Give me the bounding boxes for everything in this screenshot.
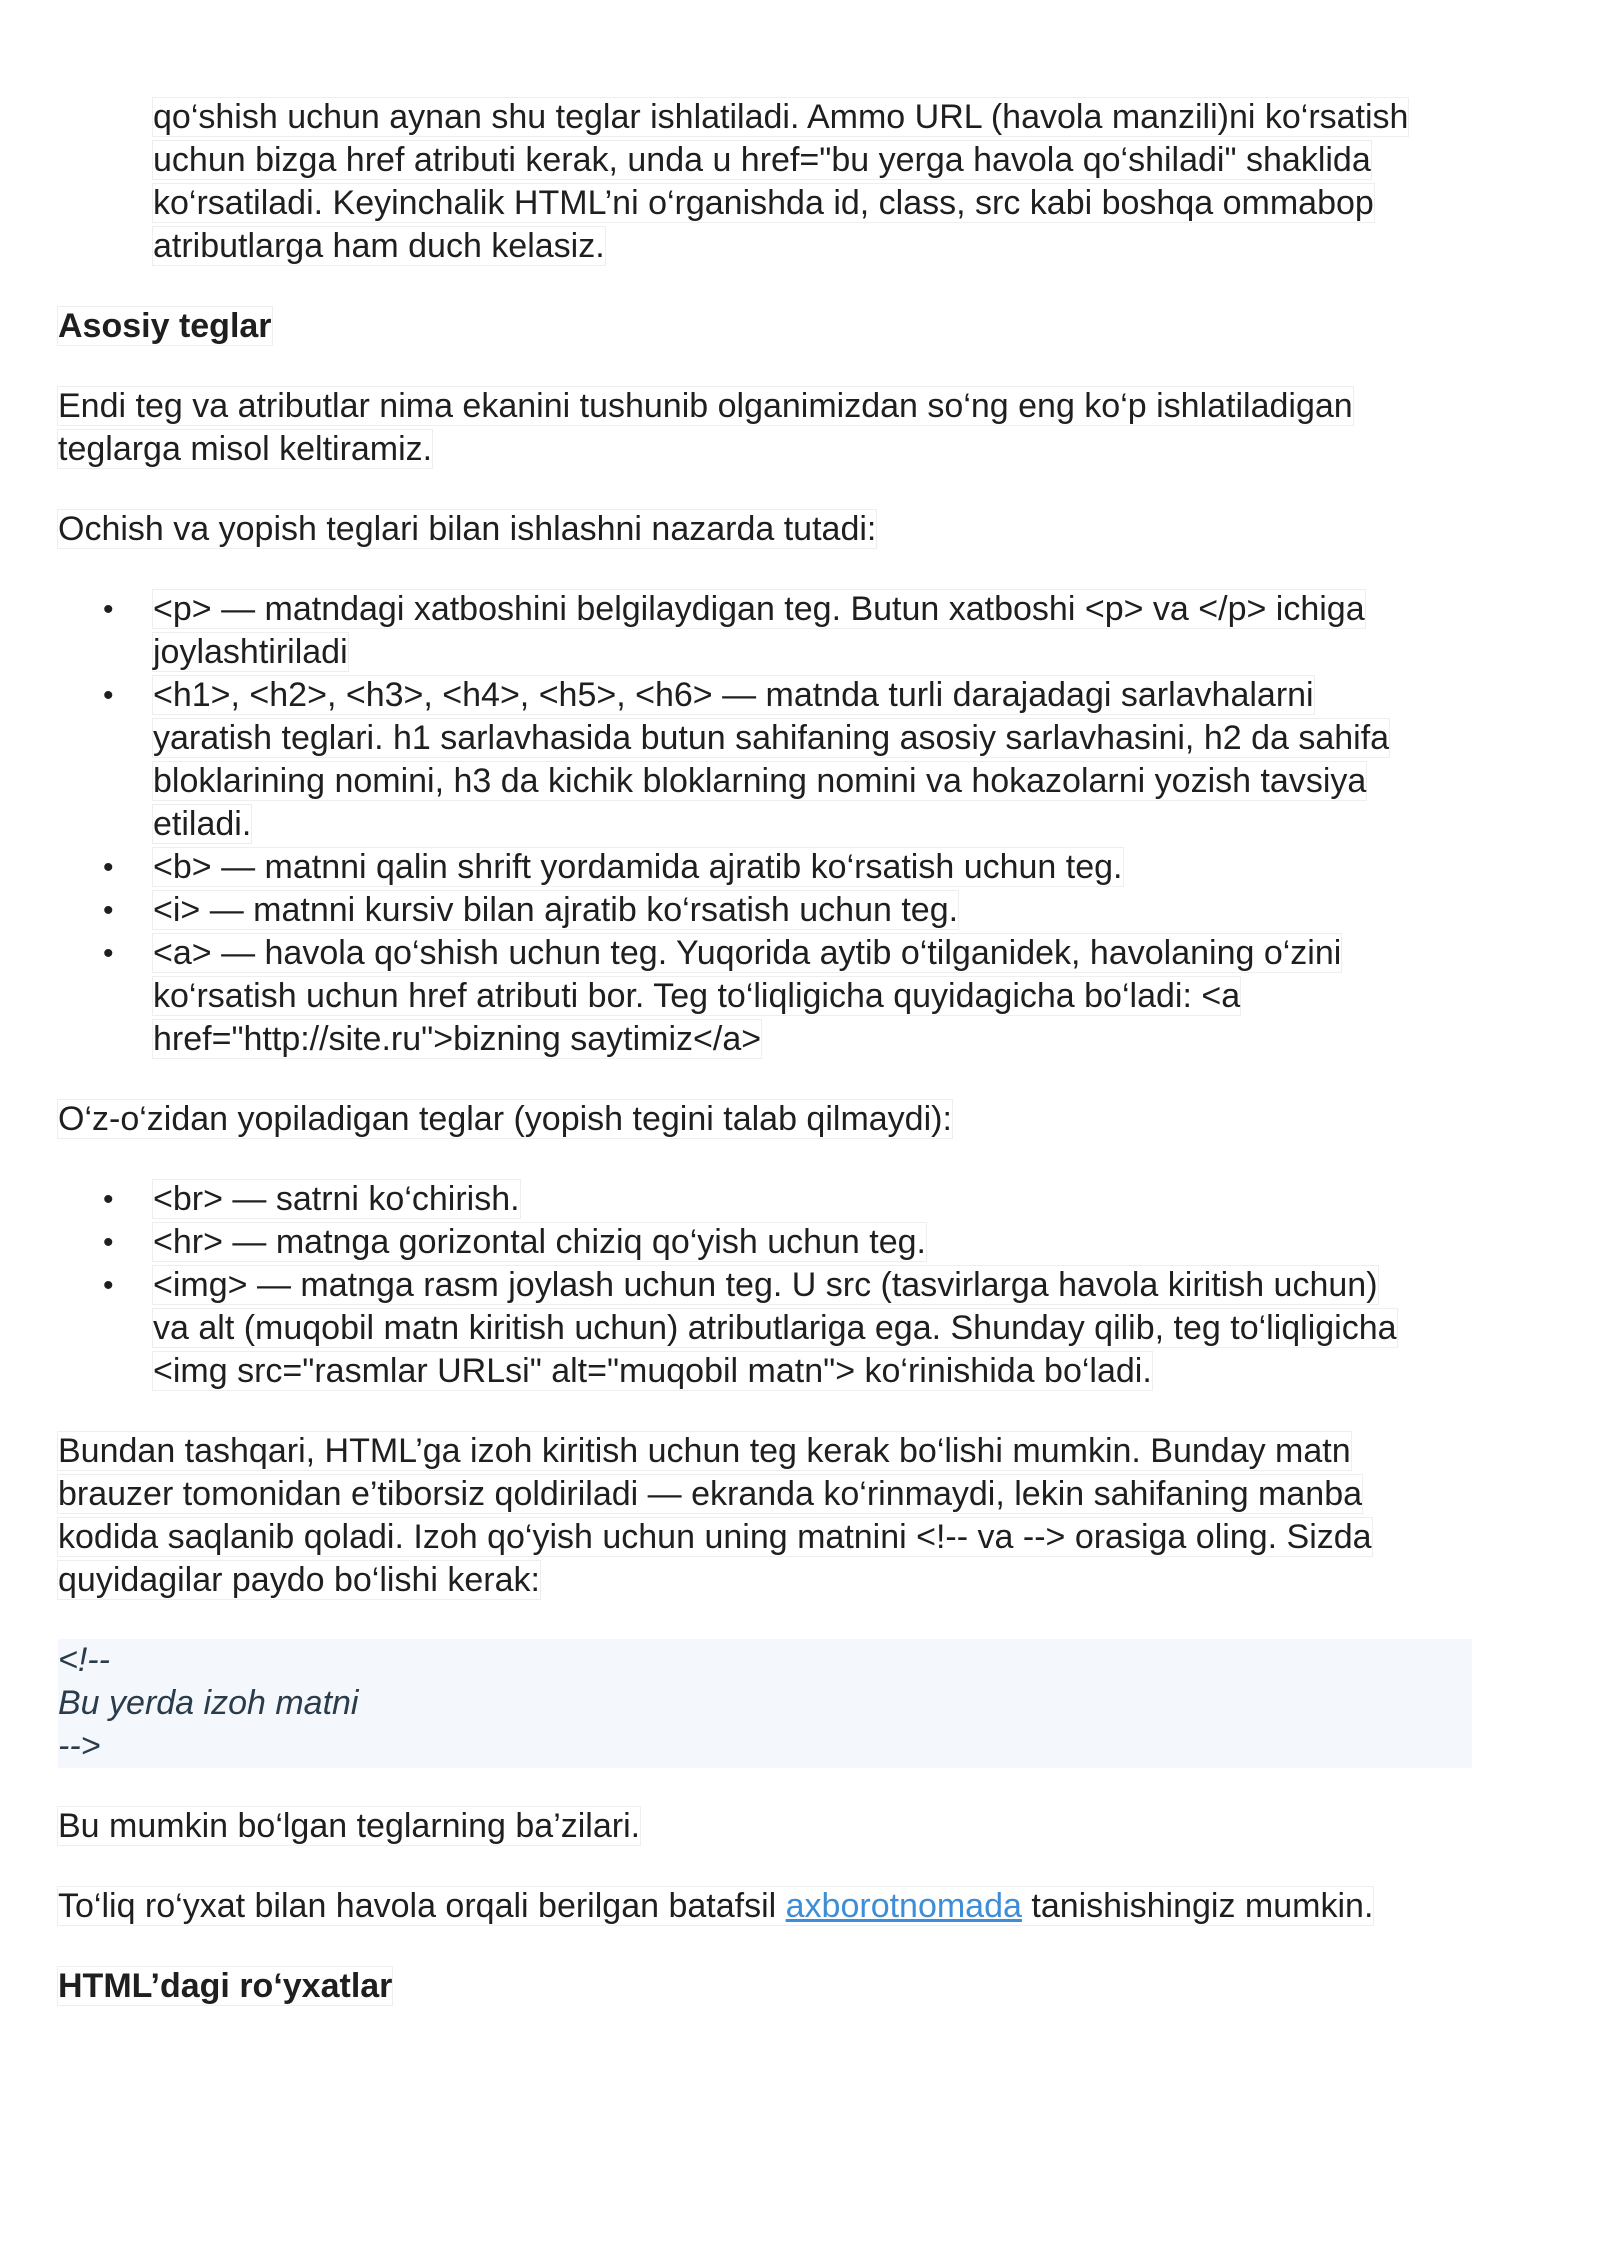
paired-tags-intro	[58, 508, 1478, 551]
text-line: ko‘rsatish uchun href atributi bor. Teg to‘liqligicha quyidagicha bo‘ladi: <a	[153, 977, 1241, 1015]
text-line: href="http://site.ru">bizning saytimiz</a>	[153, 1020, 762, 1058]
text-line: etiladi.	[153, 805, 252, 843]
bullet-icon: •	[103, 593, 114, 626]
text-line: teglarga misol keltiramiz.	[58, 430, 433, 468]
text-line: <i> — matnni kursiv bilan ajratib ko‘rsatish uchun teg.	[153, 891, 959, 929]
text-line: <h1>, <h2>, <h3>, <h4>, <h5>, <h6> — matnda turli darajadagi sarlavhalarni	[153, 676, 1314, 714]
code-line: -->	[58, 1727, 101, 1765]
text-line: Bundan tashqari, HTML’ga izoh kiritish uchun teg kerak bo‘lishi mumkin. Bunday matn	[58, 1432, 1351, 1470]
code-example-block	[58, 1639, 1472, 1768]
full-list-suffix: tanishishingiz mumkin.	[1021, 1887, 1374, 1925]
heading-text: Asosiy teglar	[58, 307, 272, 345]
intro-paragraph	[58, 96, 1478, 268]
text-line: ko‘rsatiladi. Keyinchalik HTML’ni o‘rganishda id, class, src kabi boshqa ommabop	[153, 184, 1374, 222]
list-item	[58, 1221, 1478, 1264]
text-line: <br> — satrni ko‘chirish.	[153, 1180, 520, 1218]
full-list-text	[58, 1887, 1373, 1925]
list-item	[58, 1178, 1478, 1221]
self-closing-intro	[58, 1098, 1478, 1141]
text-line: atributlarga ham duch kelasiz.	[153, 227, 605, 265]
heading-text: HTML’dagi ro‘yxatlar	[58, 1967, 393, 2005]
text-line: va alt (muqobil matn kiritish uchun) atributlariga ega. Shunday qilib, teg to‘liqligicha	[153, 1309, 1397, 1347]
list-item	[58, 588, 1478, 674]
some-tags-note	[58, 1805, 1478, 1848]
text-line: <a> — havola qo‘shish uchun teg. Yuqorida aytib o‘tilganidek, havolaning o‘zini	[153, 934, 1342, 972]
basic-tags-intro	[58, 385, 1478, 471]
text-line: brauzer tomonidan e’tiborsiz qoldiriladi — ekranda ko‘rinmaydi, lekin sahifaning manba	[58, 1475, 1363, 1513]
text-line: Bu mumkin bo‘lgan teglarning ba’zilari.	[58, 1807, 641, 1845]
self-closing-tags-list	[58, 1178, 1478, 1393]
section-heading-lists	[58, 1965, 1478, 2008]
text-line: <img> — matnga rasm joylash uchun teg. U src (tasvirlarga havola kiritish uchun)	[153, 1266, 1378, 1304]
text-line: Ochish va yopish teglari bilan ishlashni nazarda tutadi:	[58, 510, 877, 548]
code-line: Bu yerda izoh matni	[58, 1684, 359, 1722]
text-line: <hr> — matnga gorizontal chiziq qo‘yish uchun teg.	[153, 1223, 927, 1261]
bullet-icon: •	[103, 1183, 114, 1216]
text-line: Endi teg va atributlar nima ekanini tushunib olganimizdan so‘ng eng ko‘p ishlatiladigan	[58, 387, 1353, 425]
list-item	[58, 674, 1478, 846]
text-line: yaratish teglari. h1 sarlavhasida butun sahifaning asosiy sarlavhasini, h2 da sahifa	[153, 719, 1390, 757]
text-line: O‘z-o‘zidan yopiladigan teglar (yopish tegini talab qilmaydi):	[58, 1100, 952, 1138]
text-line: kodida saqlanib qoladi. Izoh qo‘yish uchun uning matnini <!-- va --> orasiga oling. Sizda	[58, 1518, 1372, 1556]
text-line: <p> — matndagi xatboshini belgilaydigan teg. Butun xatboshi <p> va </p> ichiga	[153, 590, 1365, 628]
full-list-paragraph	[58, 1885, 1478, 1928]
list-item	[58, 932, 1478, 1061]
text-line: quyidagilar paydo bo‘lishi kerak:	[58, 1561, 540, 1599]
bullet-icon: •	[103, 679, 114, 712]
comment-paragraph	[58, 1430, 1478, 1602]
document-page	[58, 96, 1478, 2045]
full-list-prefix: To‘liq ro‘yxat bilan havola orqali berilgan batafsil	[58, 1887, 786, 1925]
text-line: <b> — matnni qalin shrift yordamida ajratib ko‘rsatish uchun teg.	[153, 848, 1123, 886]
paired-tags-list	[58, 588, 1478, 1061]
bullet-icon: •	[103, 851, 114, 884]
bullet-icon: •	[103, 937, 114, 970]
text-line: joylashtiriladi	[153, 633, 348, 671]
text-line: qo‘shish uchun aynan shu teglar ishlatiladi. Ammo URL (havola manzili)ni ko‘rsatish	[153, 98, 1409, 136]
text-line: uchun bizga href atributi kerak, unda u href="bu yerga havola qo‘shiladi" shaklida	[153, 141, 1371, 179]
list-item	[58, 889, 1478, 932]
bullet-icon: •	[103, 1226, 114, 1259]
list-item	[58, 846, 1478, 889]
section-heading-basic-tags	[58, 305, 1478, 348]
text-line: <img src="rasmlar URLsi" alt="muqobil matn"> ko‘rinishida bo‘ladi.	[153, 1352, 1152, 1390]
bullet-icon: •	[103, 1269, 114, 1302]
text-line: bloklarining nomini, h3 da kichik bloklarning nomini va hokazolarni yozish tavsiya	[153, 762, 1367, 800]
reference-link[interactable]: axborotnomada	[785, 1887, 1022, 1925]
code-line: <!--	[58, 1641, 110, 1679]
bullet-icon: •	[103, 894, 114, 927]
list-item	[58, 1264, 1478, 1393]
